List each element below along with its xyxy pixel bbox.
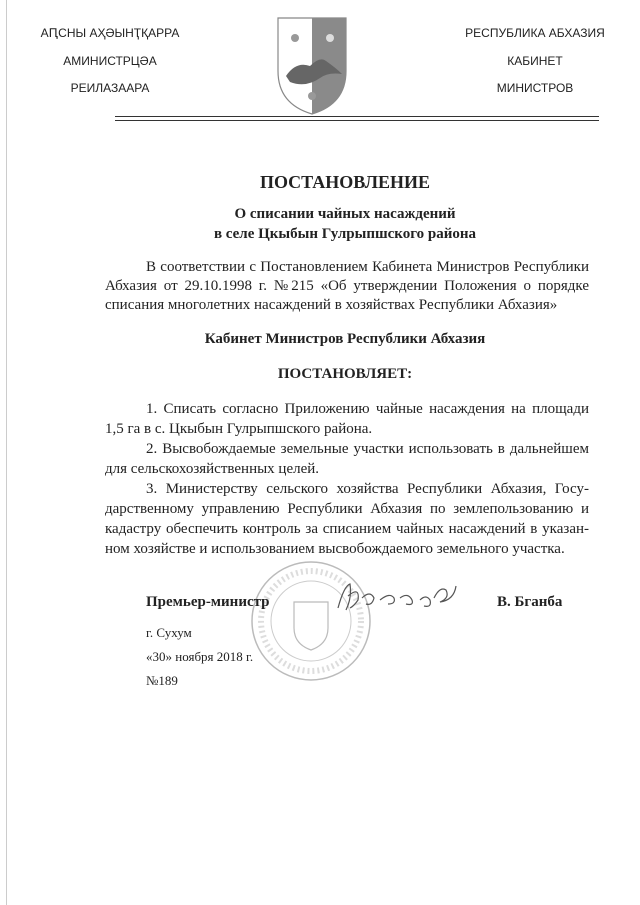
signatory-position: Премьер-министр bbox=[146, 594, 270, 610]
resolves-heading: ПОСТАНОВЛЯЕТ: bbox=[277, 366, 413, 382]
document-title: ПОСТАНОВЛЕНИЕ bbox=[259, 172, 431, 192]
coat-of-arms-emblem bbox=[276, 16, 348, 116]
item-line: 3. Министерству сельского хозяйства Республики Абхазия, Госу- bbox=[146, 481, 589, 497]
preamble-line: Абхазия от 29.10.1998 г. №215 «Об утверждении Положения о порядке bbox=[105, 278, 589, 294]
preamble-line: В соответствии с Постановлением Кабинета Министров Республики bbox=[146, 259, 589, 275]
header-divider bbox=[115, 116, 599, 117]
header-right-line: РЕСПУБЛИКА АБХАЗИЯ bbox=[465, 26, 605, 40]
item-line: 1,5 га в с. Цкыбын Гулрыпшского района. bbox=[105, 421, 373, 437]
header-left bbox=[10, 26, 210, 106]
header-left-line: АМИНИСТРЦӘА bbox=[63, 54, 157, 68]
item-line: дарственному управлению Республики Абхазия по землепользованию и bbox=[105, 501, 589, 517]
scan-edge bbox=[6, 0, 7, 905]
issuing-body: Кабинет Министров Республики Абхазия bbox=[204, 331, 486, 347]
item-line: ном хозяйстве и использованием высвобождаемого земельного участка. bbox=[105, 541, 565, 557]
header-divider bbox=[115, 120, 599, 121]
preamble-line: списания многолетних насаждений в хозяйствах Республики Абхазия» bbox=[105, 297, 558, 313]
item-line: 1. Списать согласно Приложению чайные насаждения на площади bbox=[146, 401, 589, 417]
subtitle-line: в селе Цкыбын Гулрыпшского района bbox=[213, 226, 477, 242]
subtitle-line: О списании чайных насаждений bbox=[234, 206, 456, 222]
document-number: №189 bbox=[146, 673, 178, 688]
header-right-line: МИНИСТРОВ bbox=[496, 81, 574, 95]
issue-date: «30» ноября 2018 г. bbox=[146, 649, 254, 664]
place-of-issue: г. Сухум bbox=[146, 625, 192, 640]
handwritten-signature bbox=[330, 578, 465, 618]
header-left-line: АԤСНЫ АҲӘЫНҬҚАРРА bbox=[40, 26, 180, 40]
header-right bbox=[435, 26, 635, 106]
item-line: кадастру обеспечить контроль за списанием чайных насаждений в указан- bbox=[105, 521, 589, 537]
signatory-name: В. Бганба bbox=[497, 594, 563, 610]
header-right-line: КАБИНЕТ bbox=[507, 54, 563, 68]
header-left-line: РЕИЛАЗААРА bbox=[70, 81, 150, 95]
item-line: для сельскохозяйственных целей. bbox=[105, 461, 320, 477]
item-line: 2. Высвобождаемые земельные участки использовать в дальнейшем bbox=[146, 441, 589, 457]
